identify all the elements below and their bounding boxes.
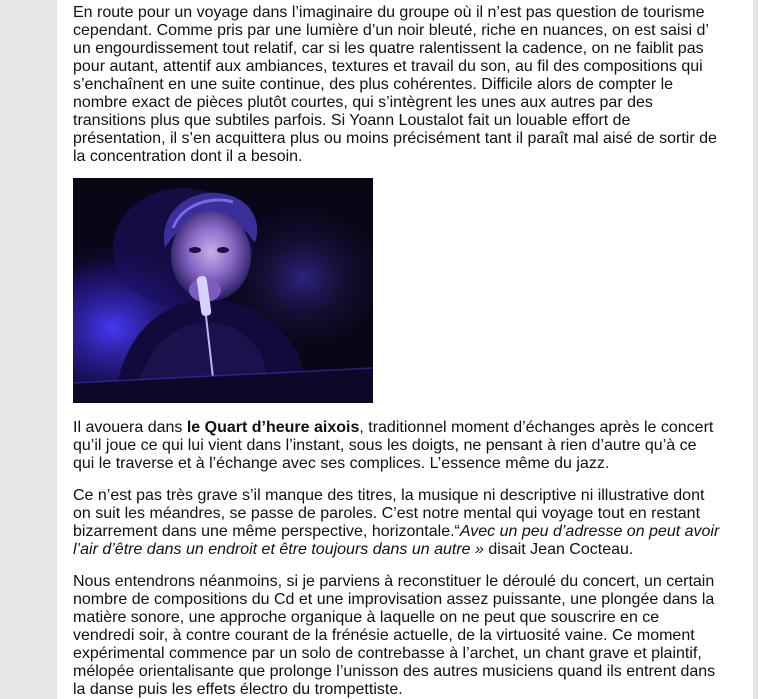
text-line: vendredi soir, à contre courant de la frénésie actuelle, de la virtuosité vaine. Ce moment bbox=[73, 627, 695, 644]
paragraph-intro bbox=[73, 4, 739, 166]
text-line bbox=[73, 523, 739, 541]
paragraph-quart-dheure bbox=[73, 419, 739, 473]
text-line: mélopée orientalisante que prolonge l’unisson des autres musiciens quand ils entrent dans bbox=[73, 663, 716, 680]
text-line: Ce n’est pas très grave s’il manque des titres, la musique ni descriptive ni illustrative dont bbox=[73, 487, 705, 504]
italic-quote: Avec un peu d’adresse on peut avoir bbox=[459, 523, 720, 540]
text-line bbox=[73, 419, 739, 437]
text-line: expérimental commence par un solo de contrebasse à l’archet, un chant grave et plaintif, bbox=[73, 645, 702, 662]
text-line: on suit les méandres, se passe de paroles. C’est notre mental qui voyage tout en restant bbox=[73, 505, 701, 522]
text-fragment: Il avouera dans bbox=[73, 419, 187, 436]
text-line: la danse puis les effets électro du trompettiste. bbox=[73, 681, 403, 698]
text-line: Nous entendrons néanmoins, si je parviens à reconstituer le déroulé du concert, un certain bbox=[73, 573, 715, 590]
text-fragment: bizarrement dans une même perspective, horizontale.“ bbox=[73, 523, 460, 540]
text-line: la concentration dont il a besoin. bbox=[73, 148, 303, 165]
paragraph-cocteau bbox=[73, 487, 739, 559]
text-line: transitions plus que subtiles parfois. Si Yoann Loustalot fait un louable effort de bbox=[73, 112, 631, 129]
bold-event-name: le Quart d’heure aixois bbox=[186, 419, 360, 436]
text-line: un engourdissement tout relatif, car si les quatre ralentissent la cadence, on ne faiblit pas bbox=[73, 40, 704, 57]
italic-quote: l’air d’être dans un endroit et être toujours dans un autre » bbox=[73, 541, 484, 558]
text-line bbox=[73, 541, 739, 559]
article-body bbox=[73, 4, 739, 699]
text-line: matière sonore, une approche organique à laquelle on ne peut que souscrire en ce bbox=[73, 609, 660, 626]
text-line: nombre exact de pièces plutôt courtes, qui s’intègrent les unes aux autres par des bbox=[73, 94, 653, 111]
article-page bbox=[57, 0, 753, 699]
text-line: s’enchaînent en une suite continue, des plus cohérentes. Difficile alors de compter le bbox=[73, 76, 674, 93]
text-line: qu’il joue ce qui lui vient dans l’instant, sous les doigts, ne pensant à rien d’autre qu’à ce bbox=[73, 437, 697, 454]
text-line: En route pour un voyage dans l’imaginaire du groupe où il n’est pas question de tourisme bbox=[73, 4, 705, 21]
text-line: qui le traverse et à l’échange avec ses complices. L’essence même du jazz. bbox=[73, 455, 610, 472]
text-line: pour autant, attentif aux ambiances, textures et travail du son, au fil des compositions qui bbox=[73, 58, 703, 75]
text-fragment: , traditionnel moment d’échanges après le concert bbox=[359, 419, 714, 436]
text-line: cependant. Comme pris par une lumière d’un noir bleuté, riche en nuances, on est saisi d’ bbox=[73, 22, 709, 39]
text-line: nombre de compositions du Cd et une improvisation assez puissante, une plongée dans la bbox=[73, 591, 715, 608]
concert-photo bbox=[73, 178, 373, 403]
text-line: présentation, il s’en acquittera plus ou moins précisément tant il paraît mal aisé de sortir de bbox=[73, 130, 717, 147]
text-fragment: disait Jean Cocteau. bbox=[483, 541, 634, 558]
paragraph-concert bbox=[73, 573, 739, 699]
